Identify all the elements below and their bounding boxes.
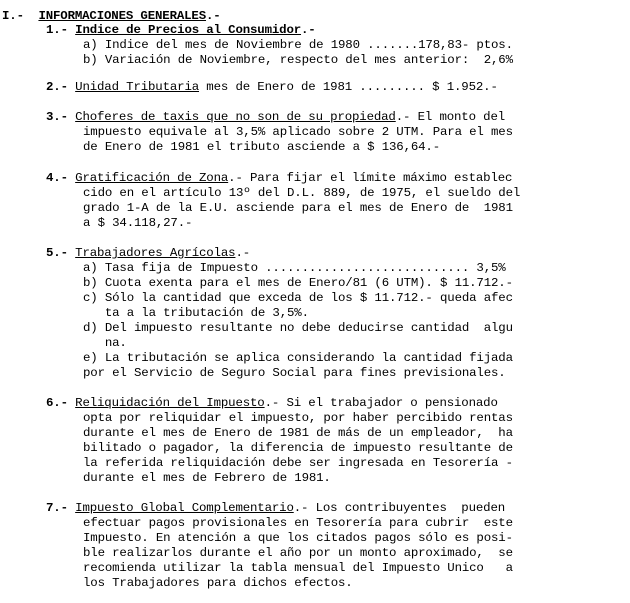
item-title: Indice de Precios al Consumidor (75, 23, 302, 37)
item-4-line-4: a $ 34.118,27.- (83, 216, 193, 230)
item-1-title: 1.- Indice de Precios al Consumidor.- (46, 23, 316, 37)
item-number: 5.- (46, 246, 68, 260)
item-5-d-1: d) Del impuesto resultante no debe deducirse cantidad algu (83, 321, 513, 335)
item-title: Choferes de taxis que no son de su propiedad (75, 110, 396, 124)
item-7-line-4: ble realizarlos durante el año por un monto aproximado, se (83, 546, 513, 560)
item-7-line-2: efectuar pagos provisionales en Tesorería para cubrir este (83, 516, 513, 530)
item-7-line-6: los Trabajadores para dichos efectos. (83, 576, 353, 590)
item-2 (46, 80, 498, 95)
item-5-e-2: por el Servicio de Seguro Social para fines previsionales. (83, 366, 506, 380)
item-title: Gratificación de Zona (75, 171, 229, 185)
section-heading (2, 9, 221, 24)
item-number: 1.- (46, 23, 68, 37)
item-title: Impuesto Global Complementario (75, 501, 294, 515)
item-6-line-6: durante el mes de Febrero de 1981. (83, 471, 331, 485)
item-7-line-5: recomienda utilizar la tabla mensual del Impuesto Unico a (83, 561, 513, 575)
item-6-line-3: durante el mes de Enero de 1981 de más de un empleador, ha (83, 426, 513, 440)
item-5-a: a) Tasa fija de Impuesto ............................ 3,5% (83, 261, 506, 275)
heading-number: I.- (2, 9, 24, 23)
item-7-line-3: Impuesto. En atención a que los citados pagos sólo es posi- (83, 531, 513, 545)
item-6-line-2: opta por reliquidar el impuesto, por haber percibido rentas (83, 411, 513, 425)
item-4-line-1: 4.- Gratificación de Zona.- Para fijar el límite máximo establec (46, 171, 513, 185)
item-4-line-2: cido en el artículo 13º del D.L. 889, de 1975, el sueldo del (83, 186, 521, 200)
item-3-line-2: impuesto equivale al 3,5% aplicado sobre 2 UTM. Para el mes (83, 125, 513, 139)
item-3-line-3: de Enero de 1981 el tributo asciende a $ 136,64.- (83, 140, 440, 154)
item-7-line-1: 7.- Impuesto Global Complementario.- Los contribuyentes pueden (46, 501, 506, 515)
item-5-c-2: ta a la tributación de 3,5%. (83, 306, 309, 320)
item-5-e-1: e) La tributación se aplica considerando la cantidad fijada (83, 351, 513, 365)
item-number: 7.- (46, 501, 68, 515)
item-1-b: b) Variación de Noviembre, respecto del mes anterior: 2,6% (83, 53, 513, 67)
item-1-a: a) Indice del mes de Noviembre de 1980 .......178,83- ptos. (83, 38, 513, 52)
item-5-title: 5.- Trabajadores Agrícolas.- (46, 246, 251, 260)
item-number: 2.- (46, 80, 68, 94)
item-title: Reliquidación del Impuesto (75, 396, 265, 410)
item-number: 6.- (46, 396, 68, 410)
item-6-line-4: bilitado o pagador, la diferencia de impuesto resultante de (83, 441, 513, 455)
item-5-b: b) Cuota exenta para el mes de Enero/81 (6 UTM). $ 11.712.- (83, 276, 513, 290)
item-title: Trabajadores Agrícolas (75, 246, 236, 260)
heading-suffix: .- (206, 9, 221, 23)
item-6-line-5: la referida reliquidación debe ser ingresada en Tesorería - (83, 456, 513, 470)
item-text: mes de Enero de 1981 ......... $ 1.952.- (199, 80, 498, 94)
heading-title: INFORMACIONES GENERALES (38, 9, 207, 23)
item-number: 4.- (46, 171, 68, 185)
item-6-line-1: 6.- Reliquidación del Impuesto.- Si el trabajador o pensionado (46, 396, 498, 410)
item-5-d-2: na. (83, 336, 127, 350)
item-5-c-1: c) Sólo la cantidad que exceda de los $ 11.712.- queda afec (83, 291, 513, 305)
item-3-line-1: 3.- Choferes de taxis que no son de su propiedad.- El monto del (46, 110, 506, 124)
item-4-line-3: grado 1-A de la E.U. asciende para el mes de Enero de 1981 (83, 201, 513, 215)
item-title: Unidad Tributaria (75, 80, 200, 94)
item-number: 3.- (46, 110, 68, 124)
